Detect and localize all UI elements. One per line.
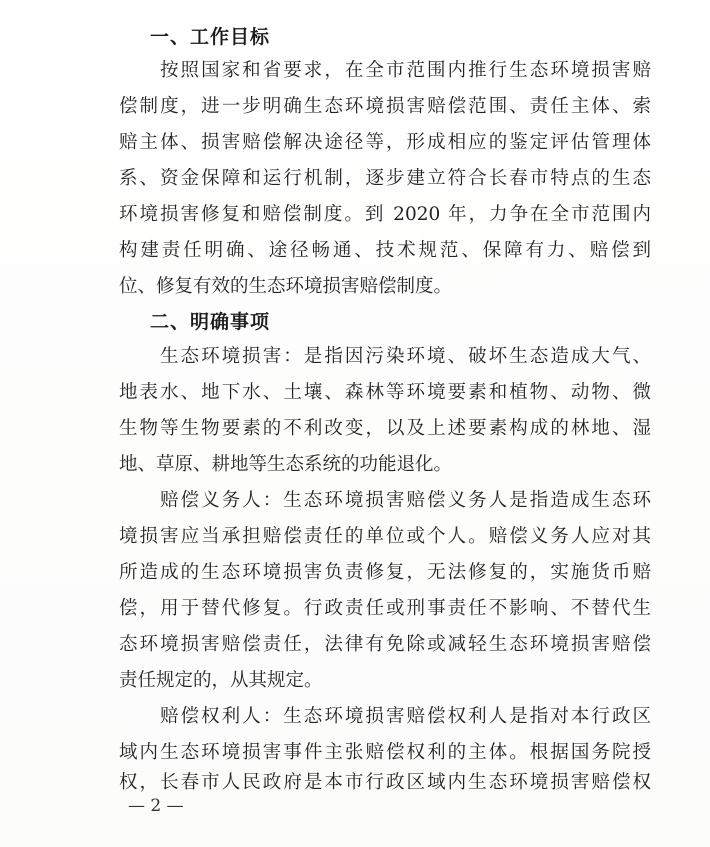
text-line: 赔主体、损害赔偿解决途径等，形成相应的鉴定评估管理体	[119, 132, 651, 153]
text-line: 所造成的生态环境损害负责修复，无法修复的，实施货币赔	[119, 562, 651, 583]
text-line: 责任规定的，从其规定。	[119, 670, 323, 691]
text-line: 生态环境损害：是指因污染环境、破坏生态造成大气、	[160, 346, 651, 367]
text-line: 域内生态环境损害事件主张赔偿权利的主体。根据国务院授	[119, 742, 651, 763]
text-line: 赔偿权利人：生态环境损害赔偿权利人是指对本行政区	[160, 706, 651, 727]
text-line: 位、修复有效的生态环境损害赔偿制度。	[119, 276, 453, 297]
text-line: 偿，用于替代修复。行政责任或刑事责任不影响、不替代生	[119, 598, 651, 619]
text-line: 态环境损害赔偿责任，法律有免除或减轻生态环境损害赔偿	[119, 634, 651, 655]
text-line: 地、草原、耕地等生态系统的功能退化。	[119, 454, 453, 475]
text-line: 系、资金保障和运行机制，逐步建立符合长春市特点的生态	[119, 168, 651, 189]
text-line: 境损害应当承担赔偿责任的单位或个人。赔偿义务人应对其	[119, 526, 651, 547]
text-line: 权，长春市人民政府是本市行政区域内生态环境损害赔偿权	[119, 772, 651, 793]
text-line: 构建责任明确、途径畅通、技术规范、保障有力、赔偿到	[119, 240, 651, 261]
section-heading-goals: 一、工作目标	[150, 26, 271, 48]
page-number: — 2 —	[128, 796, 184, 816]
text-line: 地表水、地下水、土壤、森林等环境要素和植物、动物、微	[119, 382, 651, 403]
text-line: 赔偿义务人：生态环境损害赔偿义务人是指造成生态环	[160, 490, 651, 511]
text-line: 生物等生物要素的不利改变，以及上述要素构成的林地、湿	[119, 418, 651, 439]
text-line: 偿制度，进一步明确生态环境损害赔偿范围、责任主体、索	[119, 96, 651, 117]
section-heading-items: 二、明确事项	[150, 311, 271, 333]
text-line: 环境损害修复和赔偿制度。到 2020 年，力争在全市范围内	[119, 204, 651, 225]
text-line: 按照国家和省要求，在全市范围内推行生态环境损害赔	[160, 60, 651, 81]
